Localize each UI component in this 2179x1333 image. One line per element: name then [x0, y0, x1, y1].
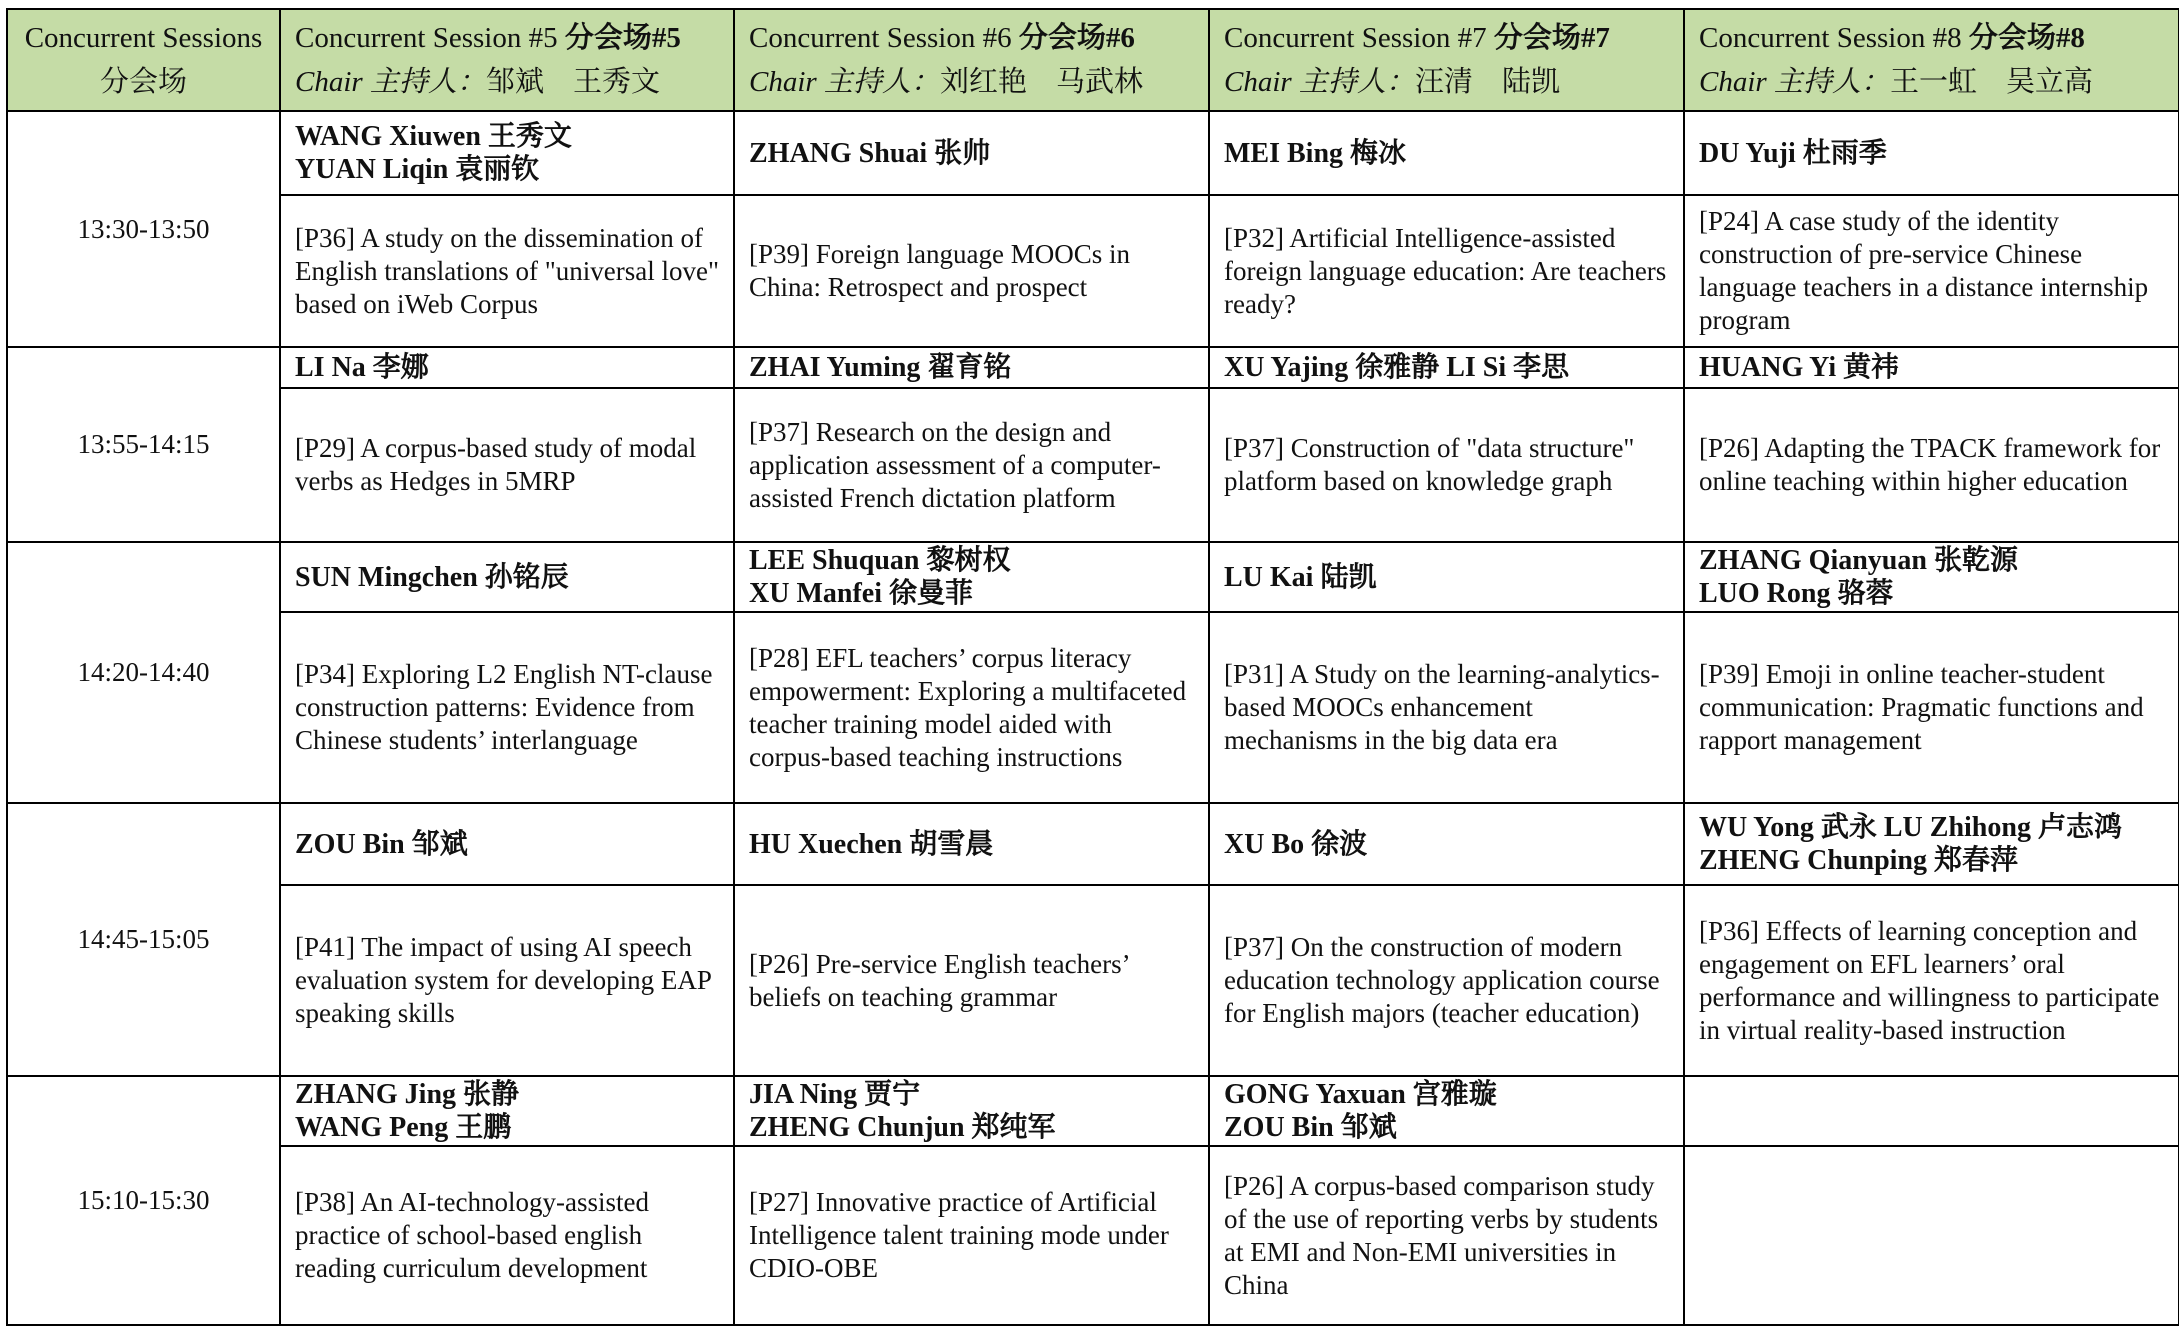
speaker-cell: [280, 111, 734, 195]
speaker-name: XU Manfei 徐曼菲: [749, 578, 973, 610]
paper-title: [P39] Emoji in online teacher-student communication: Pragmatic functions and rapport management: [1684, 612, 2179, 803]
speaker-name: ZOU Bin 邹斌: [295, 828, 468, 860]
paper-title: [P37] Research on the design and application assessment of a computer-assisted French dictation platform: [734, 388, 1209, 542]
speaker-row: [7, 111, 2179, 195]
speaker-name: MEI Bing 梅冰: [1224, 137, 1407, 169]
speaker-cell: [1209, 803, 1684, 885]
paper-row: [7, 1146, 2179, 1325]
speaker-name: DU Yuji 杜雨季: [1699, 137, 1887, 169]
speaker-name: ZHANG Qianyuan 张乾源: [1699, 545, 2018, 577]
paper-title: [P32] Artificial Intelligence-assisted foreign language education: Are teachers ready?: [1209, 195, 1684, 347]
paper-row: [7, 388, 2179, 542]
speaker-name: WU Yong 武永 LU Zhihong 卢志鸿 ZHENG Chunping 郑春萍: [1699, 812, 2122, 877]
paper-title: [P37] Construction of "data structure" platform based on knowledge graph: [1209, 388, 1684, 542]
speaker-cell: [280, 542, 734, 612]
header-corner: [7, 9, 280, 111]
time-slot: 13:55-14:15: [7, 347, 280, 542]
speaker-row: [7, 1076, 2179, 1146]
speaker-name: ZHANG Shuai 张帅: [749, 137, 991, 169]
speaker-cell: [1684, 803, 2179, 885]
paper-title: [P26] Pre-service English teachers’ beliefs on teaching grammar: [734, 885, 1209, 1076]
session-title: Concurrent Session #5 分会场#5: [295, 22, 681, 54]
paper-title: [P38] An AI-technology-assisted practice of school-based english reading curriculum development: [280, 1146, 734, 1325]
speaker-name: ZHENG Chunjun 郑纯军: [749, 1112, 1056, 1144]
speaker-cell: [734, 111, 1209, 195]
session-title: Concurrent Session #7 分会场#7: [1224, 22, 1610, 54]
time-slot: 14:20-14:40: [7, 542, 280, 803]
speaker-name: LUO Rong 骆蓉: [1699, 578, 1894, 610]
speaker-name: ZOU Bin 邹斌: [1224, 1112, 1397, 1144]
paper-title: [P26] A corpus-based comparison study of the use of reporting verbs by students at EMI and Non-EMI universities in China: [1209, 1146, 1684, 1325]
paper-title: [P24] A case study of the identity construction of pre-service Chinese language teachers in a distance internship program: [1684, 195, 2179, 347]
speaker-name: JIA Ning 贾宁: [749, 1079, 921, 1111]
speaker-cell: [734, 542, 1209, 612]
session-header: [1209, 9, 1684, 111]
corner-label-en: Concurrent Sessions: [24, 22, 263, 54]
session-header: [734, 9, 1209, 111]
speaker-cell: [1684, 347, 2179, 388]
paper-title: [P34] Exploring L2 English NT-clause construction patterns: Evidence from Chinese students’ interlanguage: [280, 612, 734, 803]
speaker-cell: [1209, 111, 1684, 195]
speaker-cell: [734, 1076, 1209, 1146]
paper-title: [P31] A Study on the learning-analytics-based MOOCs enhancement mechanisms in the big data era: [1209, 612, 1684, 803]
speaker-name: SUN Mingchen 孙铭辰: [295, 561, 569, 593]
speaker-row: [7, 803, 2179, 885]
speaker-name: GONG Yaxuan 宫雅璇: [1224, 1079, 1497, 1111]
time-slot: 13:30-13:50: [7, 111, 280, 347]
session-chair: Chair 主持人：刘红艳 马武林: [749, 66, 1143, 98]
speaker-name: WANG Peng 王鹏: [295, 1112, 512, 1144]
paper-title: [P39] Foreign language MOOCs in China: Retrospect and prospect: [734, 195, 1209, 347]
speaker-name: ZHANG Jing 张静: [295, 1079, 520, 1111]
session-title: Concurrent Session #6 分会场#6: [749, 22, 1135, 54]
speaker-name: LI Na 李娜: [295, 352, 429, 384]
paper-title: [1684, 1146, 2179, 1325]
speaker-name: LU Kai 陆凯: [1224, 561, 1377, 593]
speaker-cell: [1209, 542, 1684, 612]
paper-title: [P36] A study on the dissemination of English translations of "universal love" based on iWeb Corpus: [280, 195, 734, 347]
speaker-cell: [280, 347, 734, 388]
speaker-cell: [734, 803, 1209, 885]
session-header: [1684, 9, 2179, 111]
speaker-cell: [1209, 347, 1684, 388]
schedule-table: [6, 8, 2179, 1326]
paper-title: [P27] Innovative practice of Artificial Intelligence talent training mode under CDIO-OBE: [734, 1146, 1209, 1325]
paper-title: [P26] Adapting the TPACK framework for online teaching within higher education: [1684, 388, 2179, 542]
paper-title: [P29] A corpus-based study of modal verbs as Hedges in 5MRP: [280, 388, 734, 542]
session-header: [280, 9, 734, 111]
paper-title: [P41] The impact of using AI speech evaluation system for developing EAP speaking skills: [280, 885, 734, 1076]
speaker-row: [7, 542, 2179, 612]
speaker-name: ZHAI Yuming 翟育铭: [749, 352, 1012, 384]
paper-title: [P37] On the construction of modern education technology application course for English majors (teacher education): [1209, 885, 1684, 1076]
paper-title: [P28] EFL teachers’ corpus literacy empowerment: Exploring a multifaceted teacher training model aided with corpus-based teaching instructions: [734, 612, 1209, 803]
schedule-body: [7, 111, 2179, 1325]
speaker-name: XU Bo 徐波: [1224, 828, 1368, 860]
speaker-name: YUAN Liqin 袁丽钦: [295, 154, 540, 186]
paper-title: [P36] Effects of learning conception and engagement on EFL learners’ oral performance and willingness to participate in virtual reality-based instruction: [1684, 885, 2179, 1076]
speaker-row: [7, 347, 2179, 388]
speaker-cell: [1684, 111, 2179, 195]
time-slot: 15:10-15:30: [7, 1076, 280, 1325]
speaker-name: XU Yajing 徐雅静 LI Si 李思: [1224, 352, 1570, 384]
speaker-cell: [1684, 1076, 2179, 1146]
speaker-cell: [1684, 542, 2179, 612]
paper-row: [7, 195, 2179, 347]
paper-row: [7, 885, 2179, 1076]
header-row: [7, 9, 2179, 111]
speaker-cell: [280, 803, 734, 885]
speaker-name: HUANG Yi 黄祎: [1699, 352, 1900, 384]
speaker-name: HU Xuechen 胡雪晨: [749, 828, 994, 860]
session-chair: Chair 主持人：王一虹 吴立高: [1699, 66, 2093, 98]
time-slot: 14:45-15:05: [7, 803, 280, 1076]
speaker-cell: [280, 1076, 734, 1146]
session-title: Concurrent Session #8 分会场#8: [1699, 22, 2085, 54]
speaker-cell: [1209, 1076, 1684, 1146]
corner-label-zh: 分会场: [99, 66, 187, 98]
speaker-cell: [734, 347, 1209, 388]
session-chair: Chair 主持人：邹斌 王秀文: [295, 66, 660, 98]
speaker-name: LEE Shuquan 黎树权: [749, 545, 1011, 577]
session-chair: Chair 主持人：汪清 陆凯: [1224, 66, 1560, 98]
speaker-name: WANG Xiuwen 王秀文: [295, 121, 572, 153]
paper-row: [7, 612, 2179, 803]
